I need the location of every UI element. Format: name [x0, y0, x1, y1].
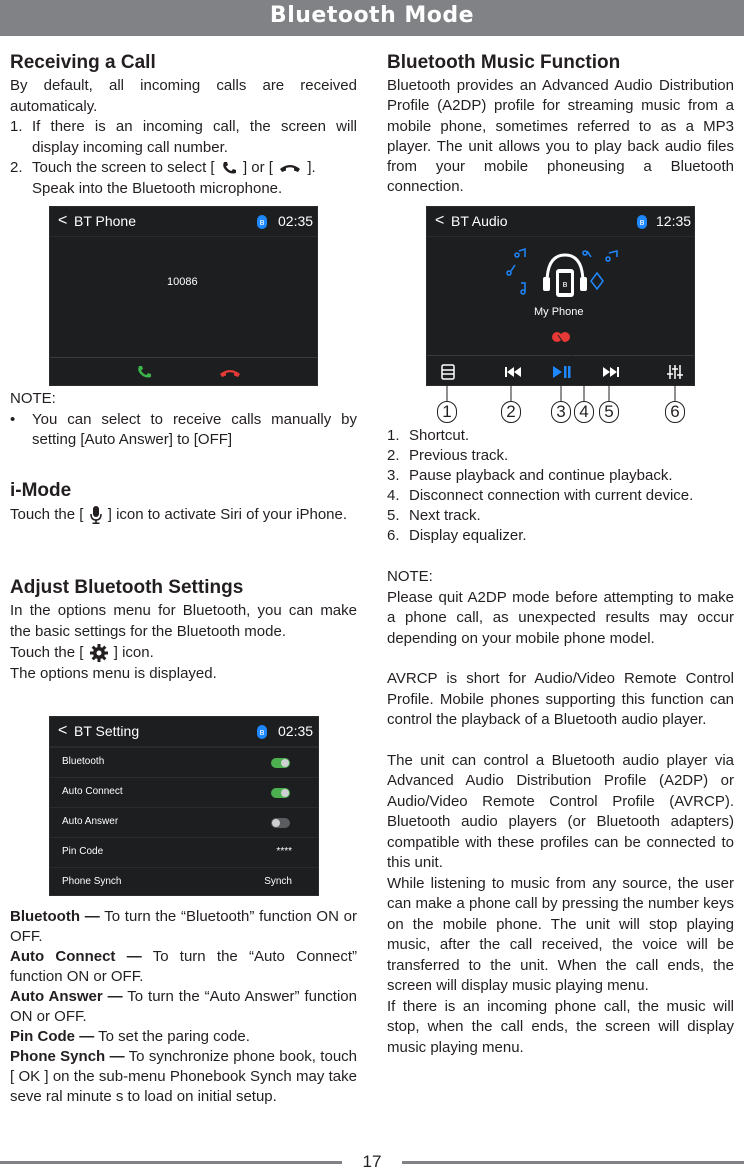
back-icon[interactable]: < [58, 722, 68, 739]
bluetooth-icon: ʙ [637, 215, 647, 229]
auto-connect-toggle[interactable] [271, 788, 290, 798]
bluetooth-toggle[interactable] [271, 758, 290, 768]
svg-text:ʙ: ʙ [562, 279, 568, 289]
note-label: NOTE: [10, 390, 56, 407]
callout-6: 6 [665, 401, 685, 423]
callout-3: 3 [551, 401, 571, 423]
listening-text: While listening to music from any source, the user can make a phone call by pressing the number keys on the mobile phone. The unit will stop playing music, after the call received, the voice will be transferred to the unit. When the call ends, the screen will display music playing menu. [387, 874, 734, 994]
footer-rule-right [402, 1161, 744, 1164]
callout-1: 1 [437, 401, 457, 423]
callout-2: 2 [501, 401, 521, 423]
caller-number: 10086 [167, 276, 198, 288]
device-name: My Phone [534, 306, 584, 318]
def-phone-synch: Phone Synch — To synchronize phone book, touch [ OK ] on the sub-menu Phonebook Synch may take seve ral minute s to load on initial setup. [10, 1048, 357, 1105]
setting-row-auto-answer[interactable]: Auto Answer [50, 807, 318, 837]
footer-rule-left [0, 1161, 342, 1164]
note-item: • You can select to receive calls manually by setting [Auto Answer] to [OFF] [10, 410, 357, 448]
clock: 02:35 [278, 213, 314, 229]
right-notes [387, 567, 734, 1058]
definitions [10, 907, 357, 1107]
screen-title: BT Phone [74, 213, 137, 229]
screen-header [50, 717, 318, 747]
adjust-section: Adjust Bluetooth Settings In the options menu for Bluetooth, you can make the basic settings for the Bluetooth mode. Touch the [ ] icon. The options menu is displayed. [10, 575, 357, 685]
page-title: Bluetooth Mode [269, 3, 475, 28]
adjust-text: In the options menu for Bluetooth, you can make the basic settings for the Bluetooth mode. [10, 602, 357, 640]
microphone-icon [90, 506, 102, 524]
screen-title: BT Audio [451, 213, 508, 229]
back-icon[interactable]: < [435, 212, 445, 229]
receiving-title: Receiving a Call [10, 52, 156, 73]
list-item: 6. Display equalizer. [387, 527, 527, 544]
callout-5: 5 [599, 401, 619, 423]
list-item: 5. Next track. [387, 507, 481, 524]
audio-legend [387, 426, 734, 546]
def-auto-answer: Auto Answer — To turn the “Auto Answer” function ON or OFF. [10, 988, 357, 1025]
list-item: 1. Shortcut. [387, 427, 470, 444]
back-icon[interactable]: < [58, 212, 68, 229]
list-item: 2. Touch the screen to select [ ] or [ ]. Speak into the Bluetooth microphone. [10, 159, 316, 197]
note-label: NOTE: [387, 568, 433, 585]
def-auto-connect: Auto Connect — To turn the “Auto Connect” function ON or OFF. [10, 948, 357, 985]
imode-title: i-Mode [10, 480, 72, 501]
list-item: 1. If there is an incoming call, the screen will display incoming call number. [10, 118, 357, 156]
incoming-text: If there is an incoming phone call, the music will stop, when the call ends, the screen will display music playing menu. [387, 997, 734, 1056]
callout-4: 4 [574, 401, 594, 423]
clock: 02:35 [278, 723, 314, 739]
list-item: 2. Previous track. [387, 447, 509, 464]
list-item: 3. Pause playback and continue playback. [387, 467, 673, 484]
control-text: The unit can control a Bluetooth audio player via Advanced Audio Distribution Profile (A2DP) or Audio/Video Remote Control Profile (AVRCP). Bluetooth audio players (or Bluetooth adapters) compatible with these profiles can be connected to this unit. [387, 751, 734, 871]
bt-setting-screen [49, 716, 319, 896]
setting-row-bluetooth[interactable]: Bluetooth [50, 747, 318, 777]
setting-row-phone-synch[interactable]: Phone Synch Synch [50, 867, 318, 896]
note-text: Please quit A2DP mode before attempting to make a phone call, as unexpected results may occur depending on your mobile phone model. [387, 588, 734, 647]
adjust-title: Adjust Bluetooth Settings [10, 577, 244, 598]
def-bluetooth: Bluetooth — To turn the “Bluetooth” function ON or OFF. [10, 908, 357, 945]
auto-answer-toggle[interactable] [271, 818, 290, 828]
clock: 12:35 [656, 213, 692, 229]
def-pin-code: Pin Code — To set the paring code. [10, 1028, 250, 1045]
imode-section: i-Mode Touch the [ ] icon to activate Siri of your iPhone. [10, 478, 357, 525]
bluetooth-icon: ʙ [257, 215, 267, 229]
avrcp-text: AVRCP is short for Audio/Video Remote Control Profile. Mobile phones supporting this function can control the playback of a Bluetooth audio player. [387, 670, 734, 728]
receiving-intro: By default, all incoming calls are received automaticaly. [10, 77, 357, 115]
bluetooth-icon: ʙ [257, 725, 267, 739]
gear-icon [90, 644, 108, 662]
page-number: 17 [362, 1152, 382, 1168]
setting-row-pin-code[interactable]: Pin Code **** [50, 837, 318, 867]
list-item: 4. Disconnect connection with current device. [387, 487, 694, 504]
setting-row-auto-connect[interactable]: Auto Connect [50, 777, 318, 807]
screen-title: BT Setting [74, 723, 140, 739]
options-displayed: The options menu is displayed. [10, 665, 217, 682]
callout-lines [0, 0, 744, 430]
music-title: Bluetooth Music Function [387, 52, 621, 73]
synch-button[interactable]: Synch [264, 876, 292, 887]
music-text: Bluetooth provides an Advanced Audio Distribution Profile (A2DP) profile for streaming music from a mobile phone, sometimes referred to as a MP3 player. The unit allows you to play back audio files from your mobile phoneusing a Bluetooth connection. [387, 77, 734, 196]
pin-code-value: **** [276, 846, 292, 857]
